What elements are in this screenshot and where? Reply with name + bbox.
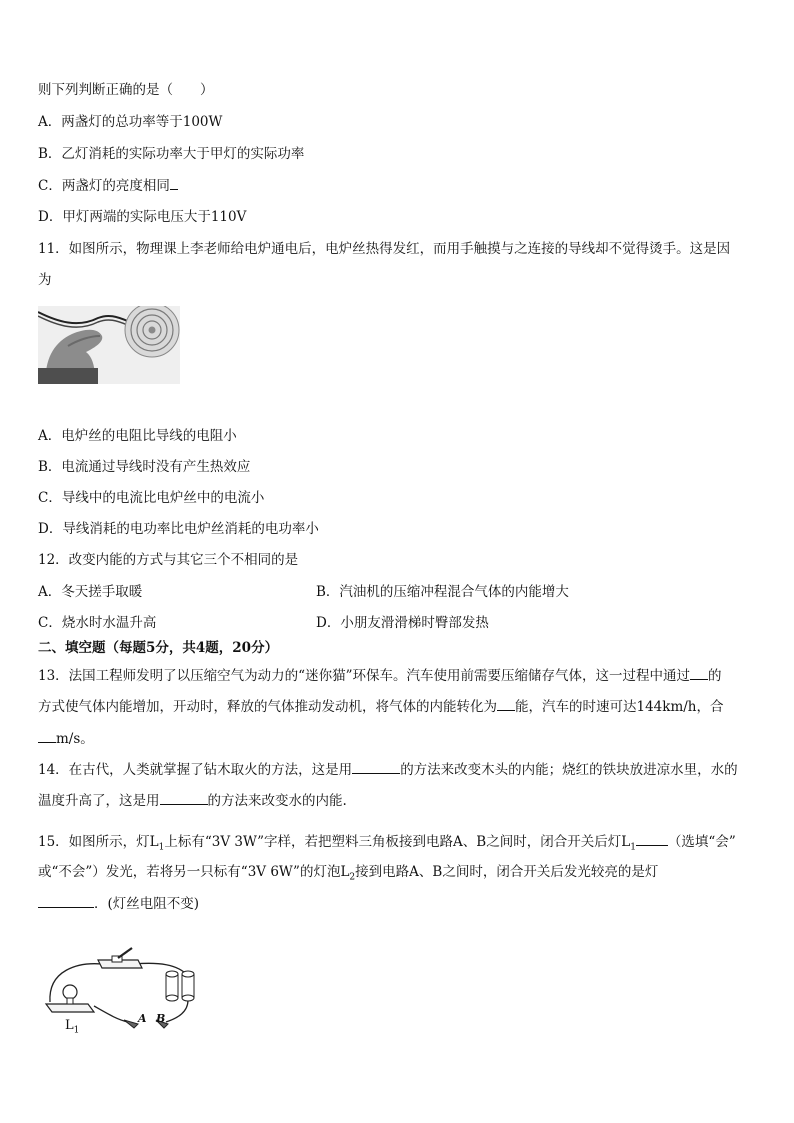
q14-blank-1 (352, 759, 400, 774)
q13-text-4: 能，汽车的时速可达144km/h，合 (515, 699, 724, 715)
q15-blank-2 (38, 893, 94, 908)
q15-text-3: （选填“会” (667, 834, 736, 850)
q14-text-1: 14．在古代，人类就掌握了钻木取火的方法，这是用 (38, 762, 353, 778)
q12-option-a: A．冬天搓手取暖 (38, 584, 143, 600)
q15-blank-1 (636, 831, 668, 846)
q11-option-c: C．导线中的电流比电炉丝中的电流小 (38, 490, 265, 506)
circuit-figure (38, 940, 202, 1040)
terminal-a-label: A (138, 1012, 147, 1025)
q11-stem-line1: 11．如图所示，物理课上李老师给电炉通电后，电炉丝热得发红，而用手触摸与之连接的导线却不觉得烫手。这是因 (38, 241, 731, 257)
q14-text-2: 的方法来改变木头的内能；烧红的铁块放进凉水里，水的 (400, 762, 738, 778)
q15-text-6: ．(灯丝电阻不变) (94, 896, 200, 912)
q15-text-1: 15．如图所示，灯L (38, 834, 159, 850)
q10-option-c (38, 176, 178, 196)
q15-sub-2: 1 (630, 842, 636, 853)
q14-text-3: 温度升高了，这是用 (38, 793, 160, 809)
electric-stove-photo (38, 306, 180, 384)
q15-text-2: 上标有“3V 3W”字样，若把塑料三角板接到电路A、B之间时，闭合开关后灯L (164, 834, 631, 850)
q12-stem: 12．改变内能的方式与其它三个不相同的是 (38, 552, 299, 568)
q14-blank-2 (160, 790, 208, 805)
q11-stem-line2: 为 (38, 272, 52, 288)
terminal-b-label: B (156, 1012, 166, 1025)
q10-option-d: D．甲灯两端的实际电压大于110V (38, 209, 247, 225)
q15-line2 (38, 862, 658, 888)
q15-text-5: 接到电路A、B之间时，闭合开关后发光较亮的是灯 (355, 864, 659, 880)
q15-text-4: 或“不会”）发光，若将另一只标有“3V 6W”的灯泡L (38, 864, 350, 880)
q13-blank-3 (38, 728, 56, 743)
q11-option-b: B．电流通过导线时没有产生热效应 (38, 459, 251, 475)
q13-line1 (38, 665, 721, 686)
q12-option-c: C．烧水时水温升高 (38, 615, 157, 631)
q13-line2 (38, 696, 724, 717)
q15-line3 (38, 893, 199, 914)
q10-option-b: B．乙灯消耗的实际功率大于甲灯的实际功率 (38, 146, 305, 162)
q15-line1 (38, 831, 736, 858)
lamp-l1-sub: 1 (73, 1025, 80, 1036)
q13-blank-2 (497, 696, 515, 711)
section-fill-in-heading: 二、填空题（每题5分，共4题，20分） (38, 640, 279, 656)
q13-blank-1 (690, 665, 708, 680)
q10-option-c-blank (170, 177, 178, 190)
q10-option-a: A．两盏灯的总功率等于100W (38, 114, 223, 130)
q15-sub-3: 2 (349, 872, 356, 883)
q13-text-1: 13．法国工程师发明了以压缩空气为动力的“迷你猫”环保车。汽车使用前需要压缩储存气体，这一过程中通过 (38, 668, 690, 684)
q13-text-3: 方式使气体内能增加，开动时，释放的气体推动发动机，将气体的内能转化为 (38, 699, 497, 715)
q11-option-a: A．电炉丝的电阻比导线的电阻小 (38, 428, 237, 444)
q11-option-d: D．导线消耗的电功率比电炉丝消耗的电功率小 (38, 521, 319, 537)
q12-option-d: D．小朋友滑滑梯时臀部发热 (316, 615, 489, 631)
q14-line2 (38, 790, 347, 811)
q15-sub-1: 1 (158, 842, 165, 853)
q12-option-b: B．汽油机的压缩冲程混合气体的内能增大 (316, 584, 569, 600)
q10-stem-tail: 则下列判断正确的是（ ） (38, 82, 214, 98)
q13-text-5: m/s。 (56, 731, 94, 747)
electric-stove-illustration (38, 306, 180, 384)
q14-text-4: 的方法来改变水的内能. (207, 793, 347, 809)
circuit-diagram (38, 940, 202, 1040)
q13-text-2: 的 (707, 668, 722, 684)
q10-option-c-text: C．两盏灯的亮度相同 (38, 178, 170, 194)
lamp-l1-label (65, 1018, 79, 1036)
q14-line1 (38, 759, 738, 780)
lamp-l1-letter: L (65, 1018, 74, 1033)
q13-line3 (38, 728, 94, 749)
